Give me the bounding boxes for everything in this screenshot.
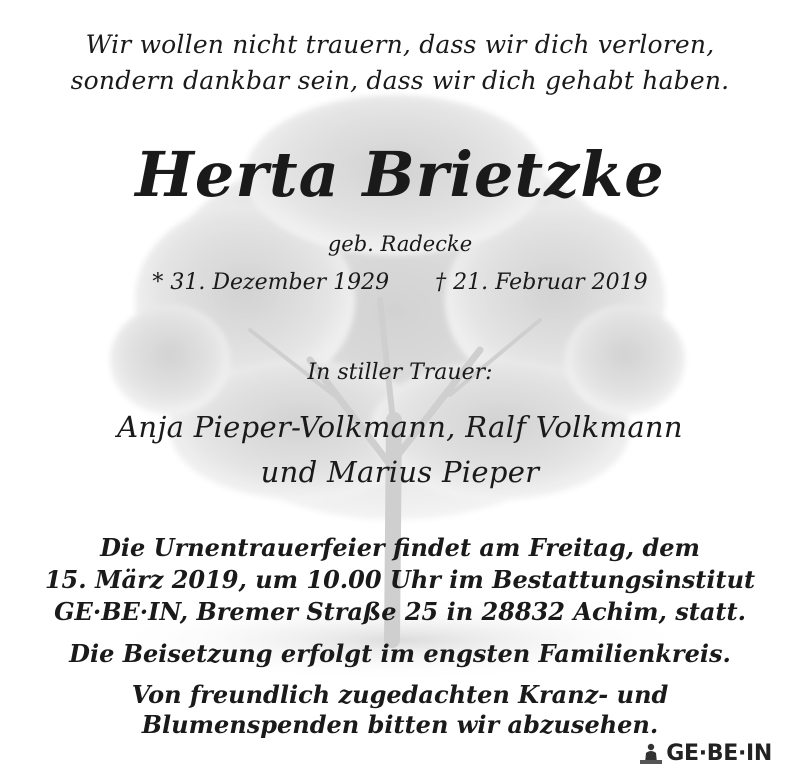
maiden-name: geb. Radecke — [327, 232, 473, 256]
quote-line-2: sondern dankbar sein, dass wir dich gehabt haben. — [70, 66, 730, 95]
deceased-name: Herta Brietzke — [135, 138, 665, 211]
death-date: † 21. Februar 2019 — [435, 270, 648, 295]
gebein-logo-icon — [640, 742, 662, 764]
life-dates — [0, 270, 800, 295]
gebein-logo — [640, 740, 772, 766]
birth-date: * 31. Dezember 1929 — [152, 270, 390, 295]
ceremony-line-1: Die Urnentrauerfeier findet am Freitag, dem — [100, 533, 700, 562]
flowers-line-1: Von freundlich zugedachten Kranz- und — [131, 680, 669, 709]
flowers-line-2: Blumenspenden bitten wir abzusehen. — [141, 710, 659, 739]
burial-line: Die Beisetzung erfolgt im engsten Familienkreis. — [69, 639, 731, 668]
ceremony-line-3: GE·BE·IN, Bremer Straße 25 in 28832 Achim, statt. — [54, 597, 746, 626]
ceremony-line-2: 15. März 2019, um 10.00 Uhr im Bestattungsinstitut — [44, 565, 756, 594]
mourning-heading: In stiller Trauer: — [307, 360, 493, 385]
mourners-line-2: und Marius Pieper — [260, 455, 540, 489]
gebein-logo-text: GE·BE·IN — [666, 740, 772, 766]
quote-line-1: Wir wollen nicht trauern, dass wir dich verloren, — [85, 30, 715, 59]
mourners-line-1: Anja Pieper-Volkmann, Ralf Volkmann — [117, 410, 683, 444]
